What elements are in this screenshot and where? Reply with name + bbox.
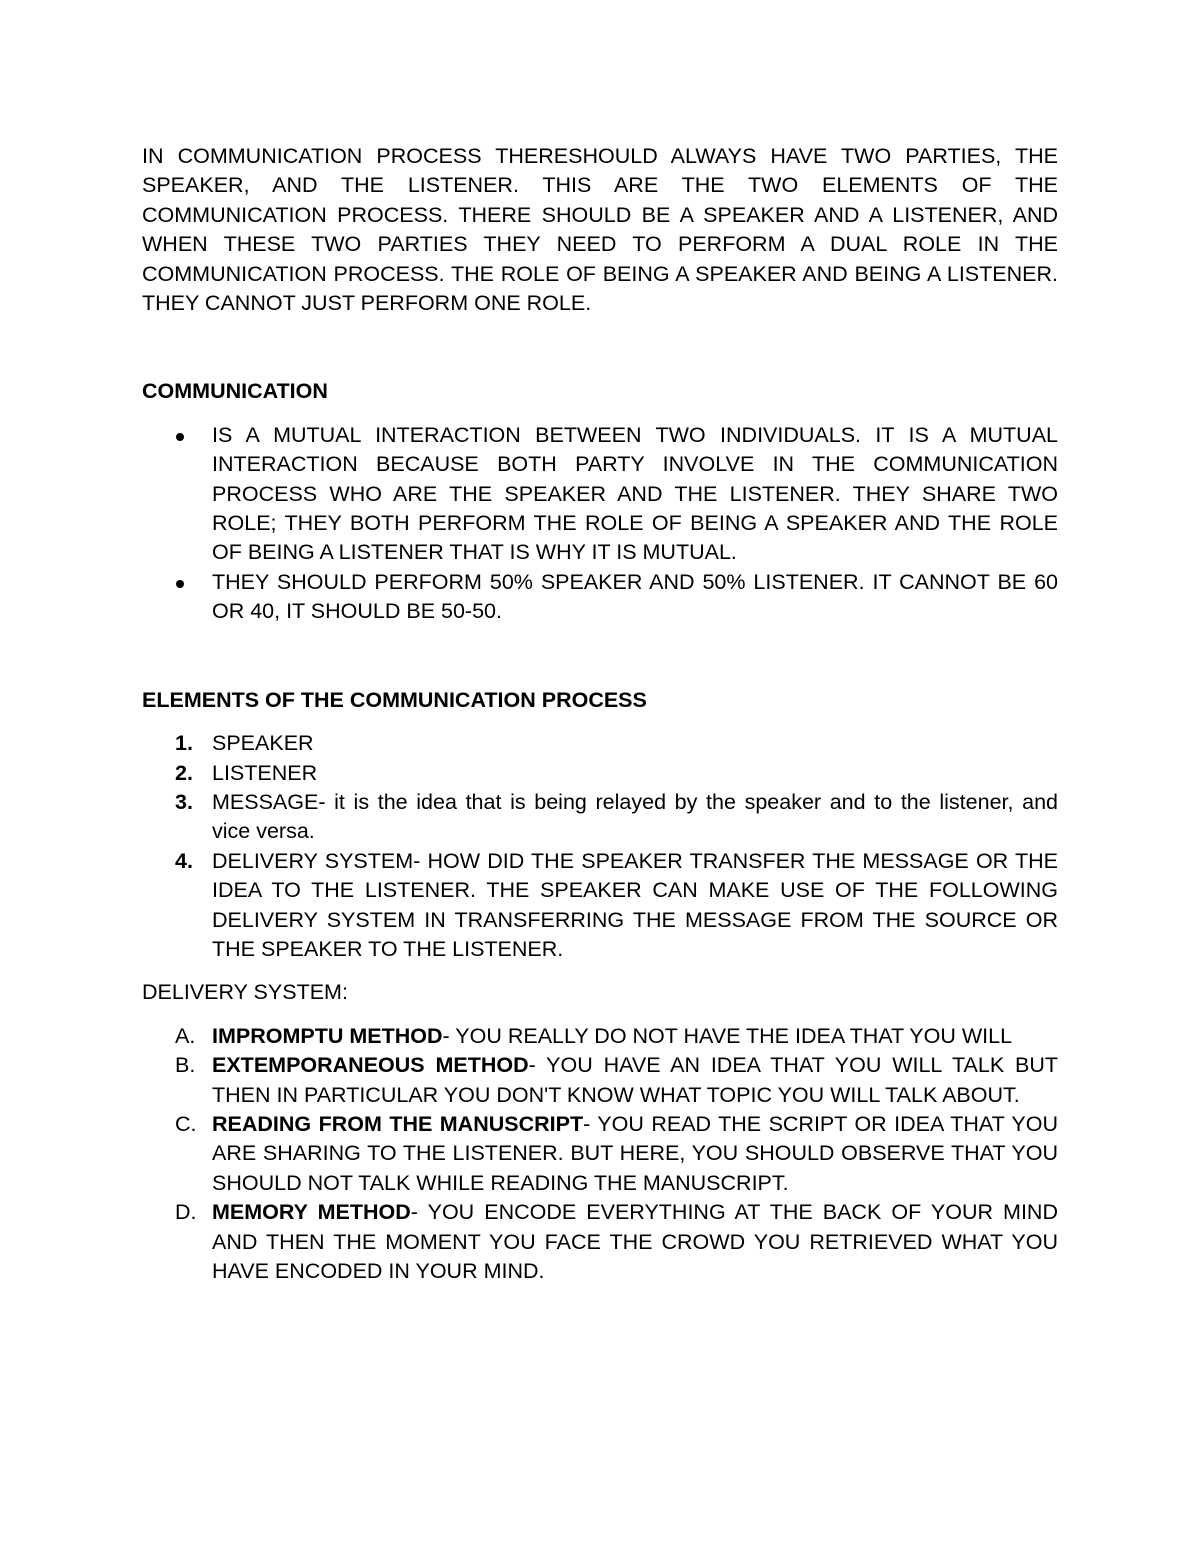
communication-heading: COMMUNICATION	[142, 379, 328, 404]
list-number: 4.	[175, 848, 193, 873]
list-number: 3.	[175, 789, 193, 814]
list-item-text: DELIVERY SYSTEM- HOW DID THE SPEAKER TRANSFER THE MESSAGE OR THE IDEA TO THE LISTENER. THE SPEAKER CAN MAKE USE OF THE FOLLOWING DELIVERY SYSTEM IN TRANSFERRING THE MESSAGE FROM THE SOURCE OR THE SPEAKER TO THE LISTENER.	[212, 848, 1058, 961]
bullet-text: IS A MUTUAL INTERACTION BETWEEN TWO INDIVIDUALS. IT IS A MUTUAL INTERACTION BECAUSE BOTH PARTY INVOLVE IN THE COMMUNICATION PROCESS WHO ARE THE SPEAKER AND THE LISTENER. THEY SHARE TWO ROLE; THEY BOTH PERFORM THE ROLE OF BEING A SPEAKER AND THE ROLE OF BEING A LISTENER THAT IS WHY IT IS MUTUAL.	[212, 422, 1058, 565]
list-item	[142, 788, 1058, 847]
elements-heading: ELEMENTS OF THE COMMUNICATION PROCESS	[142, 687, 647, 712]
list-number: 1.	[175, 731, 193, 756]
method-item	[142, 1110, 1058, 1198]
list-item	[142, 729, 1058, 758]
list-item-text: LISTENER	[212, 760, 318, 785]
bullet-item	[142, 568, 1058, 627]
list-item	[142, 759, 1058, 788]
delivery-methods-list	[142, 1022, 1058, 1287]
list-item-text: MESSAGE- it is the idea that is being relayed by the speaker and to the listener, and vice versa.	[212, 789, 1058, 844]
method-description: - YOU REALLY DO NOT HAVE THE IDEA THAT YOU WILL	[442, 1023, 1013, 1048]
method-description: - YOU ENCODE EVERYTHING AT THE BACK OF YOUR MIND AND THEN THE MOMENT YOU FACE THE CROWD YOU RETRIEVED WHAT YOU HAVE ENCODED IN YOUR MIND.	[212, 1200, 1058, 1283]
method-term: READING FROM THE MANUSCRIPT	[212, 1111, 584, 1136]
list-number: 2.	[175, 760, 193, 785]
method-item	[142, 1198, 1058, 1286]
method-term: EXTEMPORANEOUS METHOD	[212, 1053, 529, 1078]
delivery-system-label: DELIVERY SYSTEM:	[142, 980, 348, 1005]
bullet-text: THEY SHOULD PERFORM 50% SPEAKER AND 50% LISTENER. IT CANNOT BE 60 OR 40, IT SHOULD BE 50-50.	[212, 569, 1058, 624]
communication-bullet-list	[142, 421, 1058, 627]
elements-numbered-list	[142, 729, 1058, 964]
method-letter: C.	[175, 1111, 197, 1136]
method-term: IMPROMPTU METHOD	[212, 1023, 443, 1048]
list-item	[142, 847, 1058, 965]
bullet-item	[142, 421, 1058, 568]
method-description: - YOU HAVE AN IDEA THAT YOU WILL TALK BUT THEN IN PARTICULAR YOU DON'T KNOW WHAT TOPIC YOU WILL TALK ABOUT.	[212, 1053, 1058, 1107]
bullet-dot-icon	[176, 433, 184, 441]
bullet-dot-icon	[176, 580, 184, 588]
method-description: - YOU READ THE SCRIPT OR IDEA THAT YOU ARE SHARING TO THE LISTENER. BUT HERE, YOU SHOULD OBSERVE THAT YOU SHOULD NOT TALK WHILE READING THE MANUSCRIPT.	[212, 1111, 1058, 1195]
method-item	[142, 1022, 1058, 1051]
method-letter: D.	[175, 1200, 197, 1225]
method-letter: A.	[175, 1023, 196, 1048]
list-item-text: SPEAKER	[212, 731, 314, 756]
intro-paragraph: IN COMMUNICATION PROCESS THERESHOULD ALWAYS HAVE TWO PARTIES, THE SPEAKER, AND THE LISTENER. THIS ARE THE TWO ELEMENTS OF THE COMMUNICATION PROCESS. THERE SHOULD BE A SPEAKER AND A LISTENER, AND WHEN THESE TWO PARTIES THEY NEED TO PERFORM A DUAL ROLE IN THE COMMUNICATION PROCESS. THE ROLE OF BEING A SPEAKER AND BEING A LISTENER. THEY CANNOT JUST PERFORM ONE ROLE.	[142, 144, 1058, 316]
method-letter: B.	[175, 1053, 196, 1078]
method-item	[142, 1051, 1058, 1110]
method-term: MEMORY METHOD	[212, 1200, 411, 1225]
